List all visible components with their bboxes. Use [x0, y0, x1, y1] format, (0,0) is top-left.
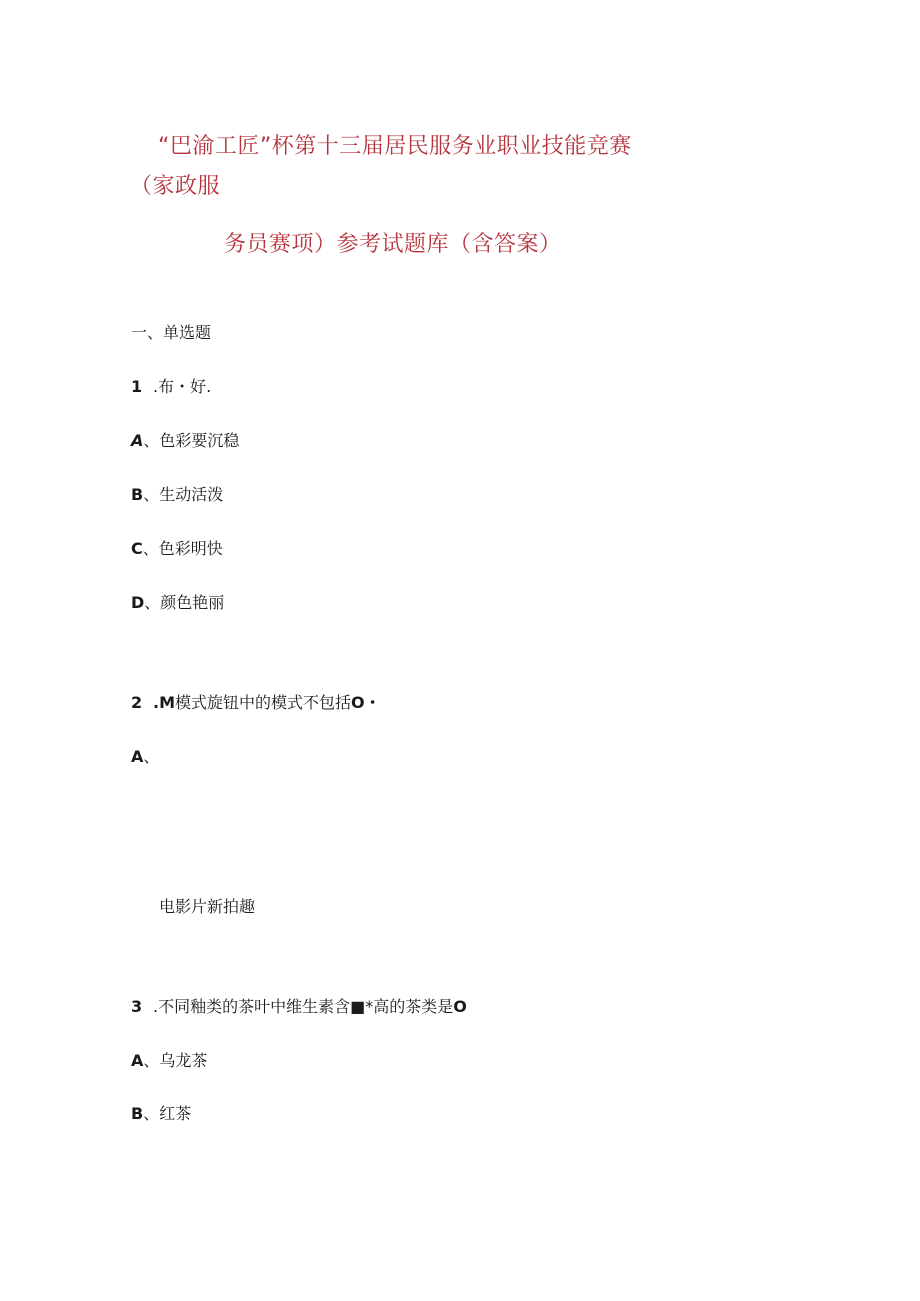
option-text: 乌龙茶: [159, 1051, 208, 1070]
option-text: 生动活泼: [159, 485, 224, 504]
option-letter: D: [131, 593, 145, 612]
option-letter: A: [131, 1051, 144, 1070]
question-3-option-b: [131, 1106, 191, 1122]
section-heading: 一、单选题: [131, 323, 212, 342]
question-3-stem-body: .不同釉类的茶叶中维生素含■*高的茶类是: [153, 997, 454, 1016]
option-letter: C: [131, 539, 143, 558]
question-3-option-a: [131, 1053, 207, 1069]
option-separator: 、: [143, 747, 160, 766]
question-1-option-c: [131, 541, 223, 557]
option-separator: 、: [143, 1051, 160, 1070]
question-1-number: 1: [131, 377, 143, 396]
question-1-stem: .布・好.: [153, 377, 212, 396]
question-3-stem-line: [131, 999, 467, 1015]
option-letter: A: [131, 431, 144, 450]
question-3-number: 3: [131, 997, 143, 1016]
question-2-option-a: [131, 749, 159, 765]
question-2-stem-suffix: O・: [351, 693, 381, 712]
question-2-extra-text: 电影片新拍趣: [159, 897, 256, 916]
option-text: 色彩明快: [158, 539, 223, 558]
option-letter: B: [131, 1104, 144, 1123]
question-2-stem-body: 模式旋钮中的模式不包括: [175, 693, 352, 712]
option-text: 红茶: [159, 1104, 192, 1123]
question-2-stem-prefix: .M: [153, 693, 175, 712]
document-title-line-2: （家政服: [130, 174, 221, 199]
option-text: 色彩要沉稳: [159, 431, 240, 450]
option-separator: 、: [143, 431, 160, 450]
option-letter: A: [131, 747, 144, 766]
option-separator: 、: [144, 593, 161, 612]
option-letter: B: [131, 485, 144, 504]
question-1-option-a: [131, 433, 239, 449]
option-separator: 、: [142, 539, 159, 558]
question-1-stem-line: [131, 379, 211, 395]
question-1-option-d: [131, 595, 224, 611]
question-2-stem-line: [131, 695, 381, 711]
option-separator: 、: [143, 485, 160, 504]
document-title-line-1: “巴渝工匠”杯第十三届居民服务业职业技能竞赛: [158, 134, 632, 159]
question-2-number: 2: [131, 693, 143, 712]
option-separator: 、: [143, 1104, 160, 1123]
option-text: 颜色艳丽: [160, 593, 225, 612]
question-1-option-b: [131, 487, 223, 503]
question-3-stem-suffix: O: [453, 997, 467, 1016]
document-title-line-3: 务员赛项）参考试题库（含答案）: [224, 232, 562, 257]
